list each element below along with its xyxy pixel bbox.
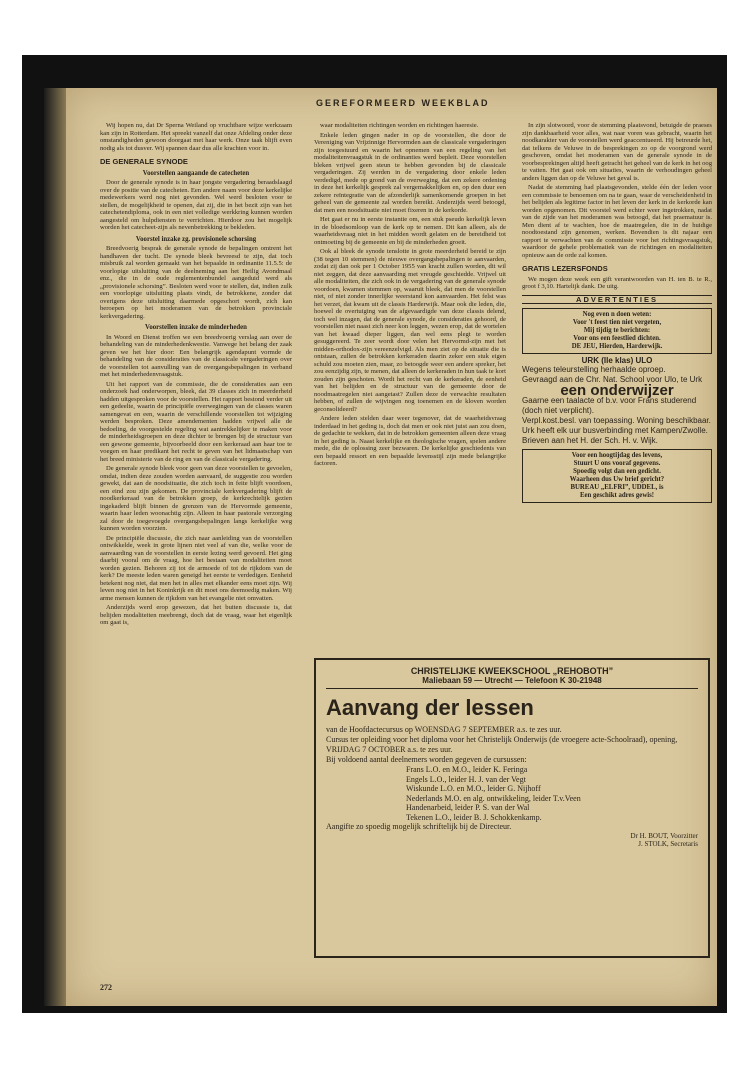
ad-text: van de Hoofdactecursus op WOENSDAG 7 SEPTEMBER a.s. te zes uur.: [326, 725, 562, 734]
gratis-title: GRATIS LEZERSFONDS: [522, 264, 608, 273]
course-item: Tekenen L.O., leider B. J. Schokkenkamp.: [406, 812, 542, 822]
paragraph: Andere leden stelden daar weer tegenover, dat de waarheidsvraag inderdaad in het geding is, doch dat men er ook niet juist aan zou doen, de gedachte te wekken, dat in de betrokken gemeenten alleen deze vraag in het geding is. Naast kerkelijke en theologische vragen, spelen andere mede, die de oplossing zeer bezwaren. De kerkelijke geschiedenis van een bepaald ressort en een bepaalde levensstijl zijn mede belangrijke factoren.: [314, 415, 506, 467]
ad-line: Een geschikt adres gewis!: [579, 492, 655, 499]
urk-title: URK (Ile klas) ULO: [581, 356, 653, 365]
ad-line: Mij tijdig te berichten:: [583, 327, 651, 334]
ad-text: Bij voldoend aantal deelnemers worden gegeven de cursussen:: [326, 755, 527, 764]
ad-line: BUREAU „ELFRI”, UDDEL, is: [570, 484, 664, 491]
newspaper-page: [66, 88, 717, 1006]
urk-line: Wegens teleurstelling herhaalde oproep.: [522, 364, 666, 374]
subheading-catecheten: Voorstellen aangaande de catecheten: [142, 169, 250, 177]
paragraph: Anderzijds werd erop gewezen, dat het buiten discussie is, dat belijden modaliteiten meebrengt, doch dat de vraag, waar het eigenlijk om gaat is,: [100, 604, 292, 626]
urk-line: Gevraagd aan de Chr. Nat. School voor Ulo, te Urk: [522, 374, 703, 384]
ad-line: Stuurt U ons vooraf gegevens.: [573, 460, 661, 467]
ad-closing: Aangifte zo spoedig mogelijk schriftelijk bij de Directeur.: [326, 822, 512, 831]
column-2: [314, 122, 506, 654]
ad-text: Cursus ter opleiding voor het diploma voor het Christelijk Onderwijs (de vroegere acte-Schoolraad), opening, VRIJDAG 7 OCTOBER a.s. te zes uur.: [326, 735, 678, 754]
course-item: Engels L.O., leider H. J. van der Vegt: [406, 774, 526, 784]
page-number: 272: [100, 983, 112, 992]
subheading-schorsing: Voorstel inzake zg. provisionele schorsing: [135, 235, 257, 243]
page-header: GEREFORMEERD WEEKBLAD: [316, 98, 490, 108]
ad-line: Voor ons een feestlied dichten.: [573, 335, 661, 342]
intro-paragraph: Wij hopen nu, dat Dr Sperna Weiland op vruchtbare wijze werkzaam kan zijn in Rotterdam. Het spreekt vanzelf dat onze Afdeling onder deze omstandigheden gewoon doorgaat met haar werk. Onze taak blijft even nodig als tot dusver. Wij spannen daar dus alle krachten voor in.: [100, 122, 292, 152]
ad-line: Nog even n doen weten:: [582, 311, 652, 318]
ad-line: DE JEU, Hierden, Harderwijk.: [571, 343, 663, 350]
course-item: Nederlands M.O. en alg. ontwikkeling, leider T.v.Veen: [406, 793, 581, 803]
ad-line: Spoedig volgt dan een gedicht.: [573, 468, 661, 475]
signature-secretary: J. STOLK, Secretaris: [638, 840, 698, 848]
school-address: Maliebaan 59 — Utrecht — Telefoon K 30-21948: [326, 676, 698, 689]
urk-big: een onderwijzer: [560, 381, 674, 399]
section-title: DE GENERALE SYNODE: [100, 157, 188, 166]
school-name: CHRISTELIJKE KWEEKSCHOOL „REHOBOTH”: [410, 666, 614, 676]
ad-headline: Aanvang der lessen: [326, 695, 534, 720]
urk-line: Verpl.kost.besl. van toepassing. Woning beschikbaar. Urk heeft elk uur busverbinding met Kampen/Zwolle.: [522, 416, 711, 435]
paragraph: Nadat de stemming had plaatsgevonden, stelde één der leden voor een commissie te benoemen om na te gaan, waar de verscheidenheid in het belijden als legitime factor in het leven der kerk in de kerkorde kan worden opgenomen. Dit voorstel werd echter weer ingetrokken, nadat van de zijde van het moderamen was betoogd, dat het praematuur is. Men dient af te wachten, hoe de maatregelen, die in de huidige noodtoestand zijn genomen, werken. Bovendien is dit najaar een rapport te verwachten van de commissie voor het richtingsvraagstuk, waardoor de gehele problematiek van de richtingen en modaliteiten opnieuw aan de orde zal komen.: [522, 184, 712, 259]
paragraph: waar modaliteiten richtingen worden en richtingen haeresie.: [320, 122, 479, 129]
ad-line: Voor 't feest tien niet vergeten,: [572, 319, 662, 326]
ad-line: Voor een hoogtijdag des levens,: [571, 452, 663, 459]
page-binding-shadow: [44, 88, 66, 1006]
course-item: Wiskunde L.O. en M.O., leider G. Nijhoff: [406, 784, 541, 793]
paragraph: De generale synode bleek voor geen van deze voorstellen te gevoelen, omdat, indien deze zouden worden aanvaard, de suggestie zou worden gewekt, dat aan de noodsituatie, die zich toch in feite blijft voordoen, een eind zou zijn gekomen. De provinciale kerkvergadering blijft de noodkerkeraad van de betrokken groep, de kerkrechtelijk gezien ingekaderd blijft binnen de grenzen van de Hervormde gemeente, waarin haar leden woonachtig zijn. Alleen in haar pastorale verzorging zal door de toegevoegde overgangsbepalingen langs kerkelijke weg kunnen worden voorzien.: [100, 465, 292, 532]
paragraph: Breedvoerig besprak de generale synode de bepalingen omtrent het handhaven der tucht. De synode bleek bevreesd te zijn, dat toch misbruik zal worden gemaakt van het bepaalde in ordinantie 11.5.5: de voorlopige uitsluiting van de deelneming aan het Heilig Avondmaal enz., die in de oude reglementenbundel aangeduid werd als „provisionele schorsing”. Besloten werd voor te stellen, dat, indien zulk een voorlopige uitsluiting plaats vindt, de betrokkene, zonder dat overigens deze uitsluiting daarmede opgeschort wordt, zich kan beroepen op het moderamen van de betrokken provinciale kerkvergadering.: [100, 245, 292, 320]
column-1: [100, 122, 292, 982]
paragraph: Ook al bleek de synode tenslotte in grote meerderheid bereid te zijn (38 tegen 10 stemmen) de nieuwe overgangsbepalingen te aanvaarden, zodat zij dan ook per 1 October 1955 van kracht zullen worden, dit wil niet zeggen, dat deze aanvaarding met vreugde geschiedde. Vrijwel uit alle modaliteiten, die zich ook in de vergadering van de generale synode voordoen, kwamen stemmen op, waaruit bleek, dat men de voorstellen niet, of niet zonder innerlijke weerstand kon aanvaarden. Het felst was het verzet, dat kwam uit de classis Harderwijk. Maar ook die leden, die, hoewel de overtuiging van de afgevaardigde van deze classis delend, toch wel inzagen, dat de generale synode, de consideraties gehoord, de voorstellen niet naast zich neer kon leggen, wezen erop, dat de wortelen van het kwaad dieper liggen, dan wel eens plegt te worden gesuggereerd. Te zeer wordt door velen het Hervormd-zijn met het midden-orthodox-zijn vereenzelvigd. Als men ziet op de situatie die is ontstaan, zullen de betrokken kerkeraden daarin zeker een stuk eigen schuld zou moeten zien, maar, zo betoogde weer een andere spreker, het zou eenzijdig zijn, te menen, dat alleen de kerkeraden in hun taak te kort zouden zijn geschoten. Wordt het recht van de kerkeraden, de eenheid van het belijden en de structuur van de gemeente door de noodmaatregelen niet aangetast? Zullen deze de verwachte resultaten hebben, of zullen de wijvingen nog toenemen en de kloven worden geconsolideerd?: [314, 248, 506, 413]
ad-line: Waarheen dus Uw brief gericht?: [569, 476, 665, 483]
gratis-text: We mogen deze week een gift verantwoorden van H. ten B. te R., groot f 3,10. Hartelijk dank. De uitg.: [522, 275, 712, 290]
urk-line: Brieven aan het H. der Sch. H. v. Wijk.: [522, 436, 658, 445]
advertenties-title: ADVERTENTIES: [522, 295, 712, 305]
ad-box-elfri: [522, 449, 712, 503]
paragraph: Enkele leden gingen nader in op de voorstellen, die door de Vereniging van Vrijzinnige Hervormden aan de classicale vergaderingen zijn toegestuurd en waarin het opnemen van een regeling van het modaliteitenvraagstuk in de ordinanties werd bepleit. Deze voorstellen bleken vrijwel geen steun te hebben gevonden bij de classicale vergaderingen. Zij werden in de vergadering door enkele leden verdedigd, mede op grond van de overweging, dat een zekere ordening in deze het kerkelijk gesprek zal vergemakkelijken en, op den duur een zekere reïntegratie van de afzonderlijk samenkomende groepen in het geheel van de gemeente zal worden bereikt. Anderzijds werd betoogd, dat men een noodsituatie niet moet fixeren in de kerkorde.: [314, 131, 506, 214]
paragraph: Uit het rapport van de commissie, die de consideraties aan een onderzoek had onderworpen, bleek, dat 39 classes zich in meerderheid hadden uitgesproken voor de voorstellen. Het rapport bestond verder uit een gedeelte, waarin de principiële overwegingen van de classes waren samengevat en een, waarin de verschillende voorstellen tot wijziging werden besproken. Deze amendementen hadden vrijwel alle de bedoeling, de voorgestelde regeling wat aantrekkelijker te maken voor de minderheidsgroepen en deze dichter te brengen bij de structuur van een gewone gemeente, bijvoorbeeld door een kerkeraad aan haar toe te voegen en haar predikant het recht te geven van het lidmaatschap van het breed ministerie van de ring en van de classicale vergadering.: [100, 380, 292, 463]
paragraph: Het gaat er nu in eerste instantie om, een stuk pseudo kerkelijk leven in de bloedsomloop van de kerk op te nemen. Dit kan alleen, als de waarheidsvraag niet in het midden wordt gelaten en de bereidheid tot ontmoeting bij de gemeente en bij de minderheden groeit.: [314, 216, 506, 246]
paragraph: In Woord en Dienst troffen we een breedvoerig verslag aan over de behandeling van de minderhedenkwestie. Vanwege het belang der zaak geven we het hier door: Een belangrijk agendapunt vormde de behandeling van de consideraties van de classicale vergaderingen over de voorstellen tot aanvulling van de overgangsbepalingen in verband met het minderhedenvraagstuk.: [100, 333, 292, 378]
course-item: Frans L.O. en M.O., leider K. Feringa: [406, 765, 528, 774]
signature-chair: Dr H. BOUT, Voorzitter: [630, 832, 698, 840]
urk-line: Gaarne een taalacte of b.v. voor Frans studerend (doch niet verplicht).: [522, 396, 697, 415]
paragraph: Door de generale synode is in haar jongste vergadering beraadslaagd over de positie van de catecheten. Een andere naam voor deze kerkelijke medewerkers werd nog niet gevonden. Wel werd besloten voor te stellen, de mogelijkheid te openen, dat zij, die in het bezit zijn van het catechetendiploma, ook in een niet volledige werkkring kunnen worden aangesteld om hulpdiensten te verrichten. Hierdoor zou het mogelijk worden het catecheet-zijn als nevenbetrekking te bekleden.: [100, 179, 292, 231]
column-3: [522, 122, 712, 654]
paragraph: In zijn slotwoord, voor de stemming plaatsvond, betuigde de praeses zijn dankbaarheid voor alles, wat naar voren was gebracht, waarin het noodkarakter van de voorstellen werd geaccentueerd. Hij betreurde het, dat telkens de Veluwe in de besprekingen zo op de voorgrond werd geschoven, omdat het moderamen van de generale synode in de voorbesprekingen altijd heeft getracht het geheel van de kerk in het oog te vatten. Het gaat ook om situaties, waarin de verhoudingen geheel anders liggen dan op de Veluwe het geval is.: [522, 122, 712, 182]
subheading-minderheden: Voorstellen inzake de minderheden: [145, 324, 247, 331]
rehoboth-advertisement: [314, 658, 710, 958]
ad-box-jeu: [522, 308, 712, 354]
course-item: Handenarbeid, leider P. S. van der Wal: [406, 803, 530, 812]
paragraph: De principiële discussie, die zich naar aanleiding van de voorstellen ontwikkelde, week in grote lijnen niet veel af van die, welke voor de aanvaarding van de voorstellen in eerste lezing werd gevoerd. Het ging daarbij vooral om de vraag, hoe het bestaan van modaliteiten moet worden gezien. Behoren zij tot de armoede of tot de rijkdom van de kerk? De meeste leden waren geneigd het eerste te verdedigen. Eenheid betekent nog niet, dat men het in alles met elkander eens moet zijn. Wij leven nog niet in het Koninkrijk en dit moet ons deemoedig maken. Wij arme mensen kunnen de rijkdom van het evangelie niet omvatten.: [100, 534, 292, 602]
